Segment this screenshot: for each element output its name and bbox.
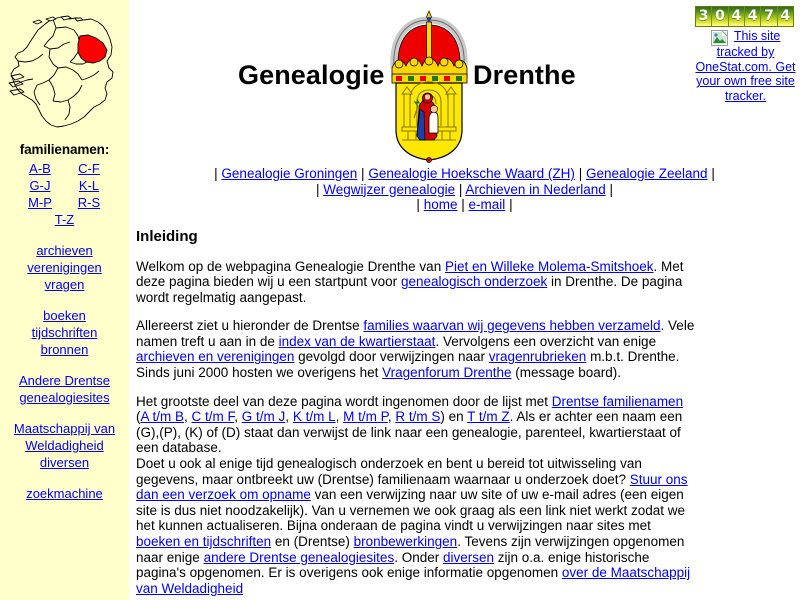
text-run: . Als er achter een naam een (G),(P), (K) of (D) staat dan verwijst de link naar een genealogie, parenteel, kwartierstaat of een database. xyxy=(136,409,683,456)
nav-separator: | xyxy=(461,197,465,212)
counter-digit: 4 xyxy=(780,8,791,24)
top-navigation xyxy=(129,166,800,213)
paragraph-welkom xyxy=(136,259,695,306)
counter-digit: 4 xyxy=(745,7,761,26)
sidebar-link-vragen[interactable]: vragen xyxy=(44,277,85,292)
nav-row-1 xyxy=(133,166,796,182)
nav-separator: | xyxy=(609,181,614,197)
main-content xyxy=(129,213,800,597)
sidebar-link-g-j[interactable]: G-J xyxy=(29,178,51,193)
text-run: Welkom op de webpagina Genealogie Drenthe van xyxy=(136,258,445,274)
counter-digit: 7 xyxy=(761,7,777,26)
nav-row-2 xyxy=(133,182,796,198)
text-run: , xyxy=(184,409,192,425)
sidebar-link-verenigingen[interactable]: verenigingen xyxy=(27,260,102,275)
alphabet-links-last-row xyxy=(0,211,129,228)
nav-separator: | xyxy=(458,181,463,197)
text-run: ( xyxy=(136,409,141,425)
sidebar-link-m-p[interactable]: M-P xyxy=(28,195,52,210)
link-stuur-verzoek-opname[interactable]: Stuur ons dan een verzoek om opname xyxy=(136,471,688,503)
text-run: in Drenthe. De pagina wordt regelmatig aangepast. xyxy=(136,274,683,305)
page-title-right: Drenthe xyxy=(473,60,576,90)
text-run: Het grootste deel van deze pagina wordt ingenomen door de lijst met xyxy=(136,393,552,409)
text-run: , xyxy=(285,409,293,425)
text-run: (message board). xyxy=(511,365,622,381)
link-maatschappij-van-weldadigheid[interactable]: over de Maatschappij van Weldadigheid xyxy=(136,565,691,596)
sidebar-group-archieven xyxy=(0,242,129,293)
text-run: Doet u ook al enige tijd genealogisch onderzoek en bent u bereid tot uitwisseling van gegevens, maar ontbreekt uw (Drentse) familienaam waarnaar u onderzoek doet? xyxy=(136,456,642,487)
nav-separator: | xyxy=(361,166,365,181)
counter-digit: 0 xyxy=(712,7,728,26)
link-vragenforum-drenthe[interactable]: Vragenforum Drenthe xyxy=(382,365,512,381)
sidebar-link-zoekmachine[interactable]: zoekmachine xyxy=(26,486,103,501)
sidebar xyxy=(0,0,129,600)
link-a-tm-b[interactable]: A t/m B xyxy=(140,409,185,425)
paragraph-grootste-deel xyxy=(136,394,695,456)
link-index-kwartierstaat[interactable]: index van de kwartierstaat xyxy=(278,333,436,349)
text-run: m.b.t. Drenthe. Sinds juni 2000 hosten we overigens het xyxy=(136,349,680,381)
link-boeken-en-tijdschriften[interactable]: boeken en tijdschriften xyxy=(136,534,272,549)
sidebar-link-andere-drentse-line2[interactable]: genealogiesites xyxy=(19,390,110,405)
onestat-tracker-link[interactable]: This site tracked by OneStat.com. Get your own free site tracker. xyxy=(695,29,796,103)
sidebar-link-maatschappij-line1[interactable]: Maatschappij van xyxy=(13,421,116,436)
nav-link-email[interactable]: e-mail xyxy=(468,197,506,212)
sidebar-link-andere-drentse-line1[interactable]: Andere Drentse xyxy=(18,373,111,388)
link-c-tm-f[interactable]: C t/m F xyxy=(191,409,235,425)
link-families-gegevens[interactable]: families waarvan wij gegevens hebben verzameld xyxy=(363,318,661,334)
text-run: . Met deze pagina bieden wij u een startpunt voor xyxy=(136,258,684,290)
text-run: , xyxy=(234,409,242,425)
sidebar-link-t-z[interactable]: T-Z xyxy=(54,212,75,227)
sidebar-link-a-b[interactable]: A-B xyxy=(29,161,51,176)
sidebar-link-diversen[interactable]: diversen xyxy=(39,455,90,470)
sidebar-group-maatschappij xyxy=(0,420,129,471)
text-run: ) en xyxy=(440,409,468,425)
nav-separator: | xyxy=(509,197,513,212)
sidebar-link-tijdschriften[interactable]: tijdschriften xyxy=(31,325,98,340)
text-run: . Onder xyxy=(394,549,443,565)
link-m-tm-p[interactable]: M t/m P xyxy=(343,409,388,425)
sidebar-link-maatschappij-line2[interactable]: Weldadigheid xyxy=(25,438,104,453)
link-drentse-familienamen[interactable]: Drentse familienamen xyxy=(551,393,684,409)
link-vragenrubrieken[interactable]: vragenrubrieken xyxy=(488,349,587,365)
alphabet-links-grid xyxy=(19,160,111,211)
counter-digit: 3 xyxy=(696,7,712,26)
text-run: , xyxy=(335,409,344,425)
link-piet-en-willeke[interactable]: Piet en Willeke Molema-Smitshoek xyxy=(444,258,654,274)
sidebar-group-zoekmachine xyxy=(0,485,129,502)
nav-link-archieven-in-nederland[interactable]: Archieven in Nederland xyxy=(465,181,606,197)
link-diversen[interactable]: diversen xyxy=(442,549,495,565)
link-k-tm-l[interactable]: K t/m L xyxy=(292,409,336,425)
page-title-left: Genealogie xyxy=(238,60,385,90)
text-run: gevolgd door verwijzingen naar xyxy=(294,349,489,365)
sidebar-link-boeken[interactable]: boeken xyxy=(43,308,86,323)
site-header xyxy=(129,0,800,166)
text-run: , xyxy=(387,409,396,425)
nav-link-wegwijzer-genealogie[interactable]: Wegwijzer genealogie xyxy=(323,181,456,197)
link-t-tm-z[interactable]: T t/m Z xyxy=(467,409,510,425)
text-run: . Vele namen treft u aan in de xyxy=(136,318,695,349)
nav-link-genealogie-zeeland[interactable]: Genealogie Zeeland xyxy=(585,166,708,181)
sidebar-group-boeken xyxy=(0,307,129,358)
nav-separator: | xyxy=(578,166,583,181)
text-run: van een verwijzing naar uw site of uw e-mail adres (een eigen site is dus niet noodzakelijk). Van u vernemen we ook graag als een link niet werkt zodat we het kunnen actualiseren. Bijna onderaan de pagina vindt u verwijzingen naar sites met xyxy=(136,487,686,534)
text-run: en (Drentse) xyxy=(271,534,354,549)
nav-separator: | xyxy=(416,197,420,212)
link-r-tm-s[interactable]: R t/m S xyxy=(395,409,441,425)
text-run: zijn o.a. enige historische pagina's opgenomen. Er is overigens ook enige informatie opgenomen xyxy=(136,549,650,581)
paragraph-allereerst xyxy=(136,318,695,380)
section-heading-inleiding: Inleiding xyxy=(136,227,198,245)
text-run: Allereerst ziet u hieronder de Drentse xyxy=(136,318,364,334)
sidebar-group-andere-genealogiesites xyxy=(0,372,129,406)
link-g-tm-j[interactable]: G t/m J xyxy=(241,409,286,425)
counter-digit: 4 xyxy=(729,7,745,26)
link-genealogisch-onderzoek[interactable]: genealogisch onderzoek xyxy=(400,274,548,290)
nav-link-home[interactable]: home xyxy=(423,197,458,212)
nav-separator: | xyxy=(711,166,715,181)
familienamen-label: familienamen: xyxy=(19,142,110,157)
netherlands-map-image[interactable] xyxy=(6,14,124,136)
text-run: . Tevens zijn verwijzingen opgenomen naar enige xyxy=(136,534,685,565)
link-archieven-en-verenigingen[interactable]: archieven en verenigingen xyxy=(136,349,295,365)
link-andere-drentse-genealogiesites[interactable]: andere Drentse genealogiesites xyxy=(203,549,395,565)
sidebar-link-k-l[interactable]: K-L xyxy=(78,178,100,193)
sidebar-link-c-f[interactable]: C-F xyxy=(78,161,100,176)
sidebar-link-archieven[interactable]: archieven xyxy=(36,243,93,258)
nav-separator: | xyxy=(315,181,320,197)
paragraph-doet-u-ook xyxy=(136,456,695,596)
text-run: . Vervolgens een overzicht van enige xyxy=(435,333,657,349)
link-bronbewerkingen[interactable]: bronbewerkingen xyxy=(353,534,458,549)
nav-link-genealogie-hoeksche-waard[interactable]: Genealogie Hoeksche Waard (ZH) xyxy=(368,166,575,181)
drenthe-coat-of-arms-image xyxy=(384,8,474,163)
sidebar-link-bronnen[interactable]: bronnen xyxy=(40,342,89,357)
nav-separator: | xyxy=(214,166,218,181)
nav-row-3 xyxy=(133,197,796,213)
main-column xyxy=(129,0,800,600)
nav-link-genealogie-groningen[interactable]: Genealogie Groningen xyxy=(221,166,358,181)
sidebar-link-r-s[interactable]: R-S xyxy=(77,195,101,210)
